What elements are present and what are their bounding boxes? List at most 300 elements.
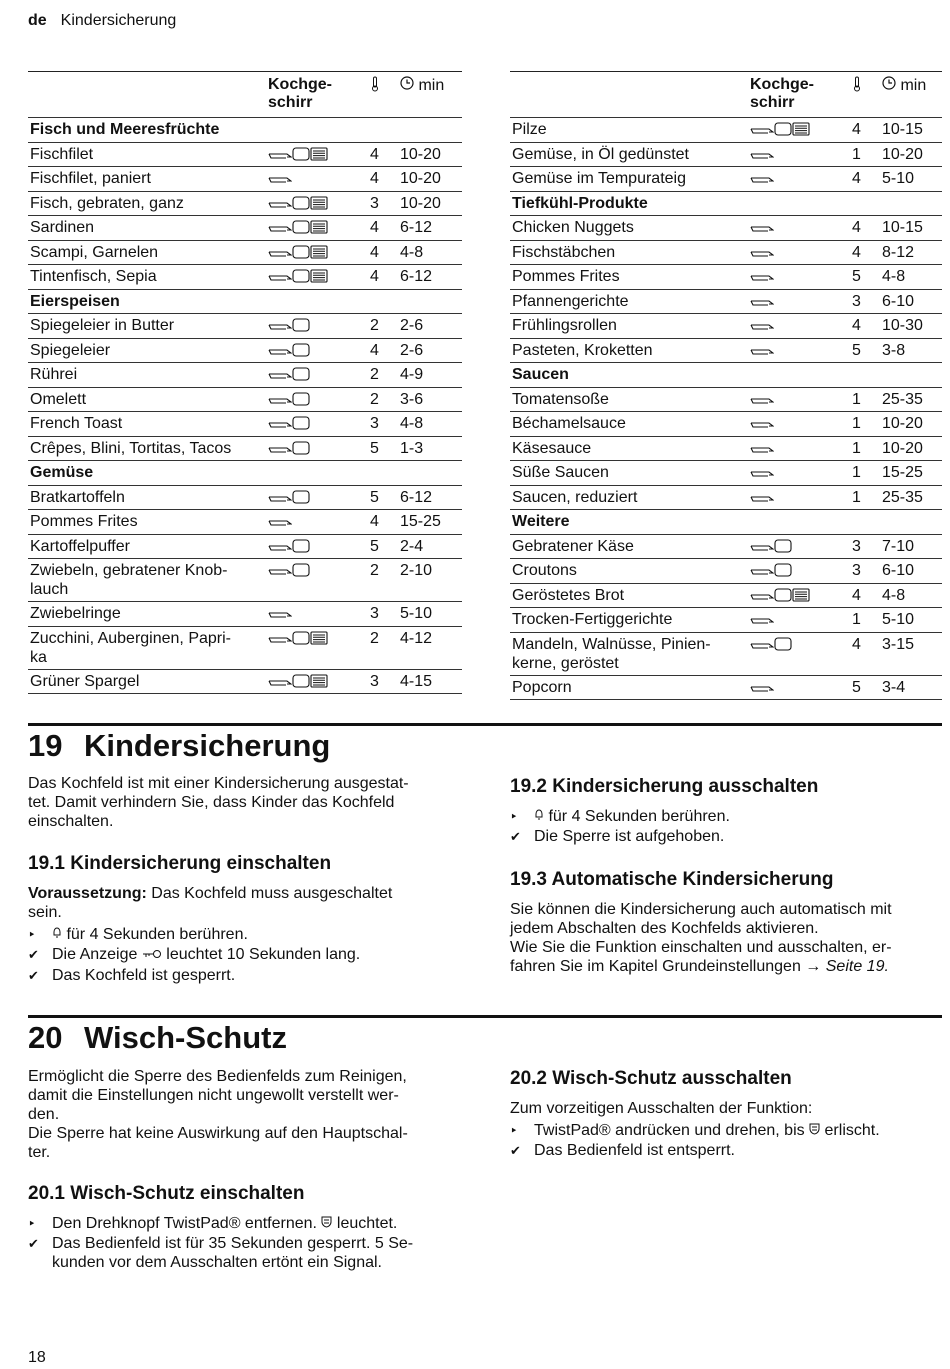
pot-icon: [774, 122, 792, 141]
cooking-time: 2-6: [400, 317, 424, 334]
dish-name: Tiefkühl-Produkte: [512, 194, 648, 212]
step-item: ‣ Den Drehknopf TwistPad® entfernen. leuchtet.: [28, 1215, 398, 1232]
cookware-icons: [268, 563, 310, 582]
cookware-icons: [268, 606, 292, 625]
cooking-time: 7-10: [882, 537, 915, 555]
cooking-time: 10-20: [882, 145, 923, 163]
table-row: [28, 143, 462, 168]
cookware-icons: [268, 196, 328, 215]
cookware-icons: [750, 392, 774, 411]
pan-icon: [750, 220, 774, 239]
table-header: [510, 72, 942, 118]
pot-icon: [292, 539, 310, 558]
table-row: [28, 363, 462, 388]
grill-plate-icon: [310, 147, 328, 166]
table-row: [510, 584, 942, 609]
table-row: [28, 192, 462, 217]
cooking-time: 3-8: [882, 341, 906, 359]
section-20-2-intro: Zum vorzeitigen Ausschalten der Funktion:: [510, 1100, 813, 1117]
table-section-heading: [28, 290, 462, 315]
dish-name: French Toast: [30, 415, 123, 432]
section-19-intro: Das Kochfeld ist mit einer Kindersicherung ausgestat- tet. Damit verhindern Sie, dass Kinder das Kochfeld einschalten.: [28, 775, 409, 830]
dish-name: Pfannengerichte: [512, 292, 629, 310]
pan-icon: [268, 220, 292, 239]
cookware-icons: [750, 318, 774, 337]
pan-icon: [268, 490, 292, 509]
dish-name: Pommes Frites: [30, 513, 138, 530]
grill-plate-icon: [310, 674, 328, 693]
table-row: [510, 535, 942, 560]
cookware-icons: [750, 416, 774, 435]
pot-icon: [774, 588, 792, 607]
table-section-heading: [510, 363, 942, 388]
result-item: ✔ Das Kochfeld ist gesperrt.: [28, 967, 236, 984]
grill-plate-icon: [310, 269, 328, 288]
step-arrow-icon: ‣: [28, 927, 36, 942]
pan-icon: [750, 392, 774, 411]
cooking-time: 15-25: [400, 513, 441, 530]
dish-name: Mandeln, Walnüsse, Pinien- kerne, geröstet: [512, 635, 711, 672]
dish-name: Fisch und Meeresfrüchte: [30, 121, 220, 138]
section-19-heading: 19 Kindersicherung: [28, 728, 331, 763]
cooking-time: 6-10: [882, 562, 915, 579]
dish-name: Pilze: [512, 121, 547, 138]
running-header: [28, 12, 176, 30]
heat-level: 1: [852, 390, 861, 408]
dish-name: Chicken Nuggets: [512, 219, 634, 236]
heat-level: 5: [852, 268, 861, 285]
cookware-icons: [268, 392, 310, 411]
table-row: [510, 143, 942, 168]
pan-icon: [750, 343, 774, 362]
table-row: [510, 608, 942, 633]
lock-touch-icon: [52, 926, 62, 943]
header-title: Kindersicherung: [60, 12, 177, 29]
table-row: [28, 265, 462, 290]
cooking-time: 10-20: [400, 194, 441, 212]
section-19-3-text: Sie können die Kindersicherung auch automatisch mit jedem Abschalten des Kochfelds aktivieren. Wie Sie die Funktion einschalten und ausschalten, er- fahren Sie im Kapitel Grundeinstellungen → Seite 19.: [510, 901, 892, 975]
pan-icon: [268, 392, 292, 411]
cooking-time: 8-12: [882, 243, 915, 261]
pan-icon: [750, 680, 774, 699]
heat-level: 5: [370, 439, 379, 457]
pan-icon: [268, 563, 292, 582]
section-19-3-heading: 19.3 Automatische Kindersicherung: [510, 869, 834, 890]
pot-icon: [292, 269, 310, 288]
wipe-protection-icon: [809, 1122, 820, 1139]
heat-level: 4: [370, 341, 379, 359]
pot-icon: [292, 245, 310, 264]
thermometer-icon: [852, 76, 862, 97]
pot-icon: [774, 563, 792, 582]
cooking-time: 6-10: [882, 292, 915, 310]
cookware-icons: [268, 490, 310, 509]
cooking-time: 5-10: [882, 170, 915, 187]
cooking-time: 6-12: [400, 488, 433, 506]
table-row: [510, 265, 942, 290]
cooking-time: 4-8: [400, 415, 424, 432]
cookware-icons: [750, 343, 774, 362]
grill-plate-icon: [310, 220, 328, 239]
heat-level: 4: [852, 635, 861, 653]
pan-icon: [750, 539, 774, 558]
pot-icon: [292, 220, 310, 239]
prerequisite: Voraussetzung: Das Kochfeld muss ausgeschaltet sein.: [28, 885, 393, 921]
section-20-intro: Ermöglicht die Sperre des Bedienfelds zum Reinigen, damit die Einstellungen nicht ungewollt verstellt wer- den. Die Sperre hat keine Auswirkung auf den Hauptschal- ter.: [28, 1068, 408, 1161]
dish-name: Fischstäbchen: [512, 243, 616, 261]
cookware-icons: [750, 539, 792, 558]
dish-name: Tintenfisch, Sepia: [30, 268, 157, 285]
dish-name: Béchamelsauce: [512, 415, 626, 432]
table-row: [28, 339, 462, 364]
heat-level: 1: [852, 145, 861, 163]
cookware-icons: [750, 441, 774, 460]
pan-icon: [268, 441, 292, 460]
cooking-time: 6-12: [400, 219, 433, 236]
section-rule: [28, 1015, 942, 1018]
cooking-time: 6-12: [400, 268, 433, 285]
cookware-icons: [750, 637, 792, 656]
pan-icon: [268, 196, 292, 215]
cookware-icons: [268, 343, 310, 362]
table-row: [510, 437, 942, 462]
table-row: [510, 216, 942, 241]
cookware-icons: [750, 612, 774, 631]
table-row: [510, 412, 942, 437]
cookware-icons: [750, 171, 774, 190]
check-icon: ✔: [28, 1236, 39, 1251]
section-rule: [28, 723, 942, 726]
cooking-time: 4-12: [400, 629, 433, 647]
heat-level: 4: [370, 145, 379, 163]
cooking-time: 10-20: [882, 439, 923, 457]
heat-level: 4: [370, 170, 379, 187]
step-arrow-icon: ‣: [510, 1123, 518, 1138]
table-row: [28, 314, 462, 339]
cookware-icons: [268, 318, 310, 337]
dish-name: Geröstetes Brot: [512, 586, 625, 604]
heat-level: 3: [852, 537, 861, 555]
dish-name: Gemüse, in Öl gedünstet: [512, 145, 689, 163]
cooking-time: 10-15: [882, 219, 923, 236]
cookware-icons: [268, 269, 328, 288]
pan-icon: [750, 612, 774, 631]
dish-name: Spiegeleier in Butter: [30, 317, 175, 334]
dish-name: Zwiebelringe: [30, 605, 121, 622]
table-row: [510, 676, 942, 701]
table-row: [28, 388, 462, 413]
table-row: [28, 486, 462, 511]
pan-icon: [268, 606, 292, 625]
dish-name: Sardinen: [30, 219, 95, 236]
cooking-time: 4-8: [400, 243, 424, 261]
minutes-label: min: [900, 77, 927, 94]
heat-level: 1: [852, 415, 861, 432]
pan-icon: [750, 441, 774, 460]
heat-level: 2: [370, 390, 379, 408]
pan-icon: [750, 416, 774, 435]
result-item: ✔ Das Bedienfeld ist entsperrt.: [510, 1142, 735, 1159]
pan-icon: [268, 367, 292, 386]
key-lock-icon: [142, 946, 162, 963]
heat-level: 1: [852, 439, 861, 457]
step-item: ‣ für 4 Sekunden berühren.: [510, 808, 730, 825]
time-header: [400, 76, 444, 95]
table-section-heading: [510, 192, 942, 217]
pot-icon: [292, 343, 310, 362]
cookware-icons: [268, 367, 310, 386]
dish-name: Zucchini, Auberginen, Papri- ka: [30, 629, 231, 666]
table-section-heading: [28, 118, 462, 143]
heat-level: 2: [370, 629, 379, 647]
table-row: [28, 241, 462, 266]
check-icon: ✔: [28, 968, 39, 983]
pan-icon: [268, 674, 292, 693]
minutes-label: min: [418, 77, 445, 94]
table-row: [28, 627, 462, 670]
clock-icon: [882, 77, 896, 94]
pan-icon: [750, 318, 774, 337]
check-icon: ✔: [510, 1143, 521, 1158]
step-item: ‣ TwistPad® andrücken und drehen, bis erlischt.: [510, 1122, 880, 1139]
cookware-icons: [750, 588, 810, 607]
heat-level: 1: [852, 611, 861, 628]
table-row: [510, 559, 942, 584]
cooking-time: 2-6: [400, 341, 424, 359]
cookware-icons: [268, 171, 292, 190]
section-20-2-heading: 20.2 Wisch-Schutz ausschalten: [510, 1068, 792, 1089]
table-row: [510, 339, 942, 364]
heat-level: 3: [852, 562, 861, 579]
dish-name: Saucen: [512, 366, 569, 383]
language-code: de: [28, 12, 47, 29]
dish-name: Fischfilet, paniert: [30, 170, 151, 187]
pan-icon: [268, 631, 292, 650]
heat-level: 4: [370, 268, 379, 285]
result-item: ✔ Die Sperre ist aufgehoben.: [510, 828, 725, 845]
cookware-icons: [750, 490, 774, 509]
pan-icon: [750, 122, 774, 141]
table-row: [28, 559, 462, 602]
dish-name: Crêpes, Blini, Tortitas, Tacos: [30, 439, 232, 457]
table-row: [510, 241, 942, 266]
pan-icon: [268, 245, 292, 264]
step-item: ‣ für 4 Sekunden berühren.: [28, 926, 248, 943]
pan-icon: [750, 269, 774, 288]
pan-icon: [750, 294, 774, 313]
pot-icon: [292, 392, 310, 411]
pan-icon: [268, 539, 292, 558]
pan-icon: [268, 171, 292, 190]
cookware-icons: [750, 147, 774, 166]
cookware-icons: [268, 674, 328, 693]
heat-level: 4: [852, 586, 861, 604]
dish-name: Croutons: [512, 562, 577, 579]
heat-level: 4: [370, 243, 379, 261]
cookware-header: Kochge- schirr: [268, 76, 332, 111]
cooking-time: 10-30: [882, 317, 923, 334]
heat-level: 5: [370, 488, 379, 506]
dish-name: Frühlingsrollen: [512, 317, 617, 334]
pot-icon: [292, 367, 310, 386]
heat-level: 4: [852, 317, 861, 334]
cookware-icons: [268, 441, 310, 460]
cookware-header: Kochge- schirr: [750, 76, 814, 111]
pan-icon: [268, 514, 292, 533]
cooking-table-left: [28, 71, 462, 694]
cooking-time: 2-4: [400, 537, 424, 555]
cooking-time: 10-15: [882, 121, 923, 138]
table-row: [510, 633, 942, 676]
pot-icon: [292, 490, 310, 509]
cooking-time: 15-25: [882, 464, 923, 481]
table-row: [510, 461, 942, 486]
cooking-time: 5-10: [882, 611, 915, 628]
dish-name: Kartoffelpuffer: [30, 537, 130, 555]
cooking-time: 4-8: [882, 586, 906, 604]
section-20-1-heading: 20.1 Wisch-Schutz einschalten: [28, 1183, 305, 1204]
dish-name: Zwiebeln, gebratener Knob- lauch: [30, 562, 228, 598]
pan-icon: [750, 563, 774, 582]
table-row: [28, 535, 462, 560]
cooking-time: 5-10: [400, 605, 433, 622]
pan-icon: [268, 269, 292, 288]
cooking-time: 3-6: [400, 390, 424, 408]
table-row: [510, 314, 942, 339]
heat-level: 5: [370, 537, 379, 555]
cookware-icons: [750, 465, 774, 484]
dish-name: Saucen, reduziert: [512, 488, 638, 506]
dish-name: Tomatensoße: [512, 390, 609, 408]
cooking-time: 1-3: [400, 439, 424, 457]
table-row: [510, 290, 942, 315]
dish-name: Grüner Spargel: [30, 672, 140, 690]
cooking-time: 4-9: [400, 366, 424, 383]
cookware-icons: [268, 514, 292, 533]
cookware-icons: [268, 245, 328, 264]
cookware-icons: [750, 269, 774, 288]
pan-icon: [268, 416, 292, 435]
grill-plate-icon: [310, 631, 328, 650]
grill-plate-icon: [792, 122, 810, 141]
cooking-time: 3-4: [882, 678, 906, 696]
heat-level: 3: [370, 672, 379, 690]
pan-icon: [750, 171, 774, 190]
pan-icon: [750, 637, 774, 656]
cooking-time: 25-35: [882, 390, 923, 408]
pot-icon: [774, 539, 792, 558]
table-row: [28, 167, 462, 192]
heat-level: 3: [370, 194, 379, 212]
table-body: [28, 118, 462, 694]
pan-icon: [750, 588, 774, 607]
cookware-icons: [268, 147, 328, 166]
dish-name: Gebratener Käse: [512, 537, 634, 555]
dish-name: Scampi, Garnelen: [30, 243, 159, 261]
heat-level: 1: [852, 488, 861, 506]
pot-icon: [292, 441, 310, 460]
time-header: [882, 76, 926, 95]
cookware-icons: [750, 294, 774, 313]
page-reference-link[interactable]: Seite 19.: [825, 958, 889, 975]
dish-name: Fisch, gebraten, ganz: [30, 194, 184, 212]
pan-icon: [750, 147, 774, 166]
dish-name: Bratkartoffeln: [30, 488, 125, 506]
pot-icon: [292, 563, 310, 582]
step-arrow-icon: ‣: [510, 809, 518, 824]
heat-level: 4: [852, 121, 861, 138]
grill-plate-icon: [310, 196, 328, 215]
table-row: [28, 510, 462, 535]
cookware-icons: [268, 220, 328, 239]
table-row: [510, 118, 942, 143]
pot-icon: [292, 196, 310, 215]
thermometer-icon: [370, 76, 380, 97]
cooking-time: 25-35: [882, 488, 923, 506]
table-row: [28, 670, 462, 695]
cooking-time: 2-10: [400, 562, 433, 579]
cooking-time: 4-8: [882, 268, 906, 285]
cooking-table-right: [510, 71, 942, 700]
heat-level: 5: [852, 678, 861, 696]
result-item: ✔ Das Bedienfeld ist für 35 Sekunden gesperrt. 5 Se- kunden vor dem Ausschalten ertönt ein Signal.: [28, 1235, 414, 1271]
result-item: ✔ Die Anzeige leuchtet 10 Sekunden lang.: [28, 946, 361, 963]
heat-level: 1: [852, 464, 861, 481]
table-row: [28, 437, 462, 462]
pan-icon: [750, 245, 774, 264]
dish-name: Weitere: [512, 513, 570, 530]
grill-plate-icon: [792, 588, 810, 607]
cookware-icons: [268, 539, 310, 558]
grill-plate-icon: [310, 245, 328, 264]
table-row: [28, 412, 462, 437]
heat-level: 3: [370, 605, 379, 622]
table-row: [28, 602, 462, 627]
table-body: [510, 118, 942, 700]
dish-name: Popcorn: [512, 678, 572, 696]
cookware-icons: [750, 220, 774, 239]
section-19-1-heading: 19.1 Kindersicherung einschalten: [28, 853, 332, 874]
heat-level: 3: [852, 292, 861, 310]
dish-name: Trocken-Fertiggerichte: [512, 611, 673, 628]
heat-level: 2: [370, 366, 379, 383]
section-20-heading: 20 Wisch-Schutz: [28, 1020, 287, 1055]
heat-level: 5: [852, 341, 861, 359]
heat-level: 4: [370, 219, 379, 236]
page-number: 18: [28, 1349, 46, 1366]
heat-level: 2: [370, 562, 379, 579]
dish-name: Käsesauce: [512, 439, 592, 457]
table-row: [28, 216, 462, 241]
heat-level: 4: [852, 219, 861, 236]
cookware-icons: [268, 416, 310, 435]
dish-name: Gemüse im Tempurateig: [512, 170, 686, 187]
cookware-icons: [750, 563, 792, 582]
pan-icon: [268, 343, 292, 362]
cookware-icons: [750, 122, 810, 141]
pot-icon: [774, 637, 792, 656]
pot-icon: [292, 631, 310, 650]
heat-level: 3: [370, 415, 379, 432]
pot-icon: [292, 416, 310, 435]
dish-name: Pasteten, Kroketten: [512, 341, 653, 359]
lock-touch-icon: [534, 808, 544, 825]
heat-level: 2: [370, 317, 379, 334]
dish-name: Spiegeleier: [30, 341, 111, 359]
dish-name: Eierspeisen: [30, 292, 120, 310]
pan-icon: [268, 147, 292, 166]
table-row: [510, 388, 942, 413]
